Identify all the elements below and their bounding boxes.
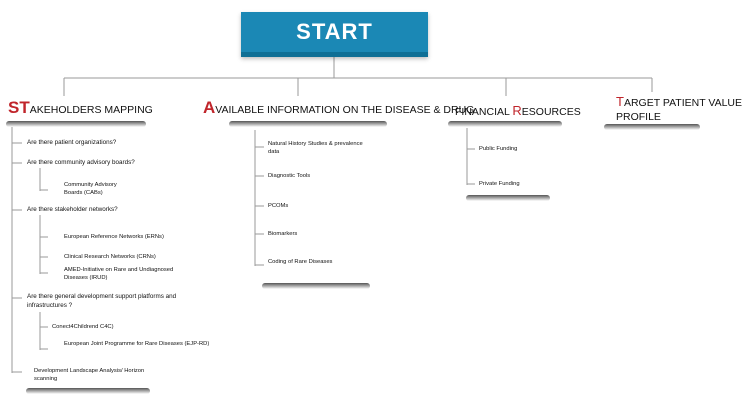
start-label: START — [296, 19, 373, 44]
stakeholders-item-c4c: Conect4Childrend C4C) — [52, 324, 114, 330]
stakeholders-item-stakeholder-networks: Are there stakeholder networks? — [27, 206, 118, 213]
available-bottom-bar — [262, 283, 370, 289]
stakeholders-bottom-bar — [26, 388, 150, 394]
available-item-natural-history: Natural History Studies & prevalence data — [268, 141, 363, 155]
stakeholders-heading-rest: AKEHOLDERS MAPPING — [29, 104, 153, 116]
available-heading-initial: A — [203, 98, 216, 117]
financial-heading-initial: R — [512, 103, 522, 118]
available-item-diagnostic-tools: Diagnostic Tools — [268, 173, 311, 179]
available-underline — [229, 121, 387, 127]
stakeholders-underline — [6, 121, 146, 127]
financial-heading — [455, 103, 581, 118]
stakeholders-item-irud: AMED-Initiative on Rare and Undiagnosed Diseases (IRUD) — [64, 267, 174, 281]
available-heading — [203, 98, 474, 118]
available-heading-rest: VAILABLE INFORMATION ON THE DISEASE & DRUG — [215, 104, 475, 116]
stakeholders-item-ejp-rd: European Joint Programme for Rare Diseases (EJP-RD) — [64, 341, 210, 347]
target-heading-line2: PROFILE — [616, 111, 661, 123]
stakeholders-item-community-advisory-boards: Are there community advisory boards? — [27, 159, 135, 166]
stakeholders-heading-initials: ST — [8, 98, 30, 117]
financial-heading-rest: ESOURCES — [521, 106, 581, 118]
available-item-coding-rare-diseases: Coding of Rare Diseases — [268, 259, 333, 265]
financial-underline — [448, 121, 562, 127]
stakeholders-item-patient-organizations: Are there patient organizations? — [27, 139, 117, 146]
available-item-pcoms: PCOMs — [268, 203, 289, 209]
stakeholders-item-horizon-scanning: Development Landscape Analysis/ Horizon scanning — [34, 368, 145, 382]
financial-item-private-funding: Private Funding — [479, 181, 520, 187]
available-item-biomarkers: Biomarkers — [268, 231, 298, 237]
stakeholders-heading — [8, 98, 153, 118]
target-heading — [616, 95, 742, 124]
stakeholders-item-erns: European Reference Networks (ERNs) — [64, 234, 164, 240]
target-heading-initial: T — [616, 94, 624, 109]
financial-bottom-bar — [466, 195, 550, 201]
stakeholders-item-development-support-platforms: Are there general development support platforms and infrastructures ? — [27, 293, 177, 309]
start-box — [241, 12, 428, 57]
financial-item-public-funding: Public Funding — [479, 146, 518, 152]
stakeholders-item-cabs: Community Advisory Boards (CABs) — [64, 182, 117, 196]
target-underline — [604, 124, 700, 130]
stakeholders-item-crns: Clinical Research Networks (CRNs) — [64, 254, 156, 260]
financial-heading-before: FINANCIAL — [455, 106, 513, 118]
target-heading-rest: ARGET PATIENT VALUE — [623, 97, 742, 109]
